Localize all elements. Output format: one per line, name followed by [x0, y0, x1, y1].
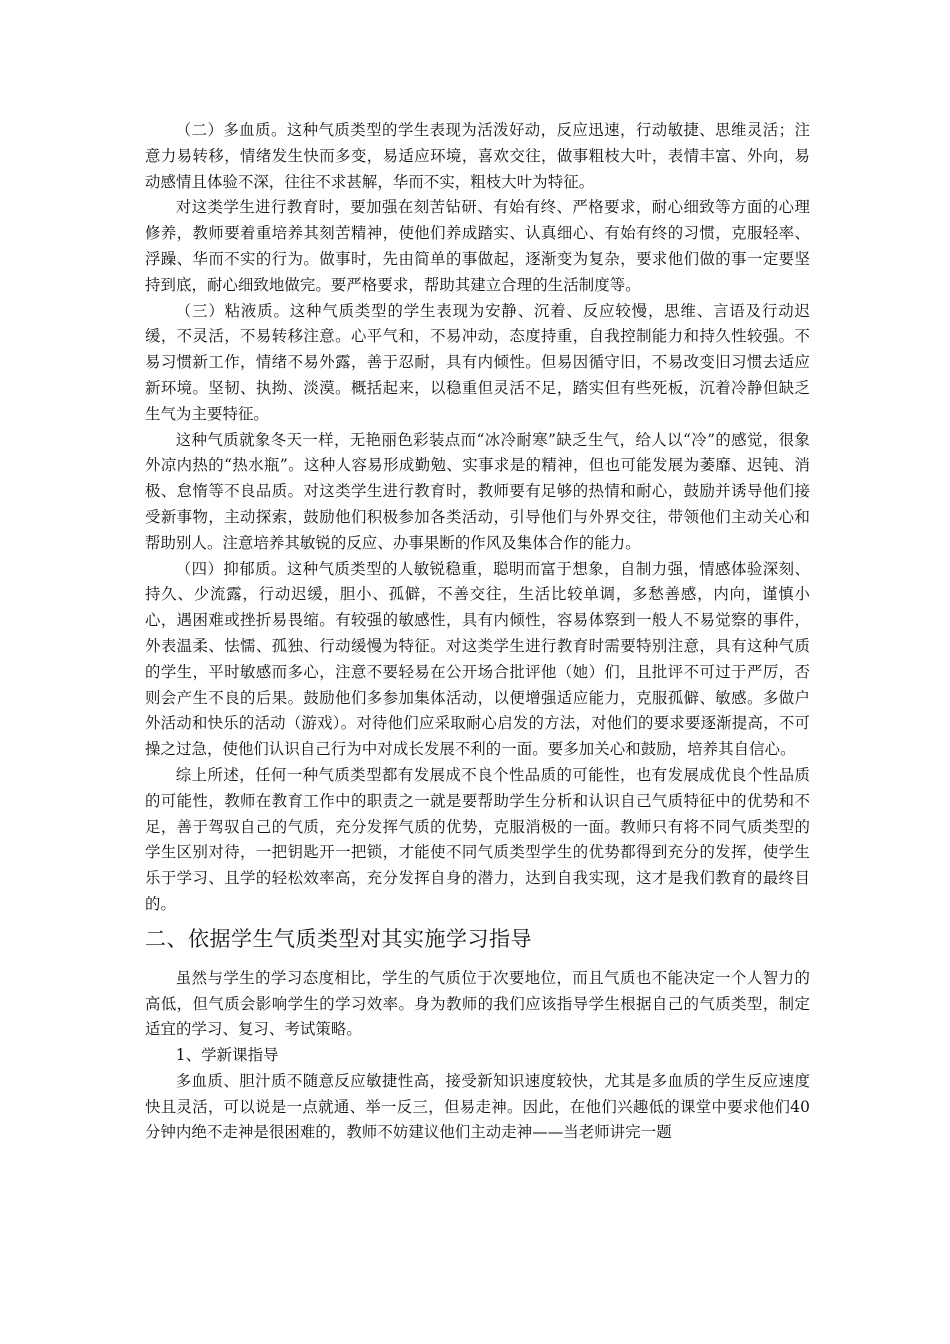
- paragraph-phlegmatic: （三）粘液质。这种气质类型的学生表现为安静、沉着、反应较慢，思维、言语及行动迟缓，不灵活，不易转移注意。心平气和，不易冲动，态度持重，自我控制能力和持久性较强。不易习惯新工作，情绪不易外露，善于忍耐，具有内倾性。但易因循守旧，不易改变旧习惯去适应新环境。坚韧、执拗、淡漠。概括起来，以稳重但灵活不足，踏实但有些死板，沉着冷静但缺乏生气为主要特征。: [145, 301, 810, 423]
- paragraph-melancholic: （四）抑郁质。这种气质类型的人敏锐稳重，聪明而富于想象，自制力强，情感体验深刻、持久、少流露，行动迟缓，胆小、孤僻，不善交往，生活比较单调，多愁善感，内向，谨慎小心，遇困难或挫折易畏缩。有较强的敏感性，具有内倾性，容易体察到一般人不易觉察的事件，外表温柔、怯懦、孤独、行动缓慢为特征。对这类学生进行教育时需要特别注意，具有这种气质的学生，平时敏感而多心，注意不要轻易在公开场合批评他（她）们，且批评不可过于严厉，否则会产生不良的后果。鼓励他们多参加集体活动，以便增强适应能力，克服孤僻、敏感。多做户外活动和快乐的活动（游戏）。对待他们应采取耐心启发的方法，对他们的要求要逐渐提高，不可操之过急，使他们认识自己行为中对成长发展不利的一面。要多加关心和鼓励，培养其自信心。: [145, 559, 810, 759]
- subheading-new-lesson: 1、学新课指导: [175, 1046, 279, 1065]
- paragraph-sanguine-education: 对这类学生进行教育时，要加强在刻苦钻研、有始有终、严格要求，耐心细致等方面的心理修养，教师要着重培养其刻苦精神，使他们养成踏实、认真细心、有始有终的习惯，克服轻率、浮躁、华而不实的行为。做事时，先由简单的事做起，逐渐变为复杂，要求他们做的事一定要坚持到底，耐心细致地做完。要严格要求，帮助其建立合理的生活制度等。: [145, 198, 810, 294]
- paragraph-summary: 综上所述，任何一种气质类型都有发展成不良个性品质的可能性，也有发展成优良个性品质的可能性，教师在教育工作中的职责之一就是要帮助学生分析和认识自己气质特征中的优势和不足，善于驾驭自己的气质，充分发挥气质的优势，克服消极的一面。教师只有将不同气质类型的学生区别对待，一把钥匙开一把锁，才能使不同气质类型学生的优势都得到充分的发挥，使学生乐于学习、且学的轻松效率高，充分发挥自身的潜力，达到自我实现，这才是我们教育的最终目的。: [145, 765, 810, 913]
- section-heading: 二、依据学生气质类型对其实施学习指导: [145, 926, 532, 951]
- paragraph-sanguine: （二）多血质。这种气质类型的学生表现为活泼好动，反应迅速，行动敏捷、思维灵活；注意力易转移，情绪发生快而多变，易适应环境，喜欢交往，做事粗枝大叶，表情丰富、外向，易动感情且体验不深，往往不求甚解，华而不实，粗枝大叶为特征。: [145, 121, 810, 191]
- document-page: [145, 118, 810, 1146]
- paragraph-phlegmatic-education: 这种气质就象冬天一样，无艳丽色彩装点而“冰冷耐寒”缺乏生气，给人以“冷”的感觉，很象外凉内热的“热水瓶”。这种人容易形成勤勉、实事求是的精神，但也可能发展为萎靡、迟钝、消极、怠惰等不良品质。对这类学生进行教育时，教师要有足够的热情和耐心，鼓励并诱导他们接受新事物，主动探索，鼓励他们积极参加各类活动，引导他们与外界交往，带领他们主动关心和帮助别人。注意培养其敏锐的反应、办事果断的作风及集体合作的能力。: [145, 430, 810, 552]
- paragraph-intro: 虽然与学生的学习态度相比，学生的气质位于次要地位，而且气质也不能决定一个人智力的高低，但气质会影响学生的学习效率。身为教师的我们应该指导学生根据自己的气质类型，制定适宜的学习、复习、考试策略。: [145, 968, 810, 1039]
- paragraph-new-lesson: 多血质、胆汁质不随意反应敏捷性高，接受新知识速度较快，尤其是多血质的学生反应速度快且灵活，可以说是一点就通、举一反三，但易走神。因此，在他们兴趣低的课堂中要求他们40分钟内绝不走神是很困难的，教师不妨建议他们主动走神——当老师讲完一题: [145, 1071, 810, 1142]
